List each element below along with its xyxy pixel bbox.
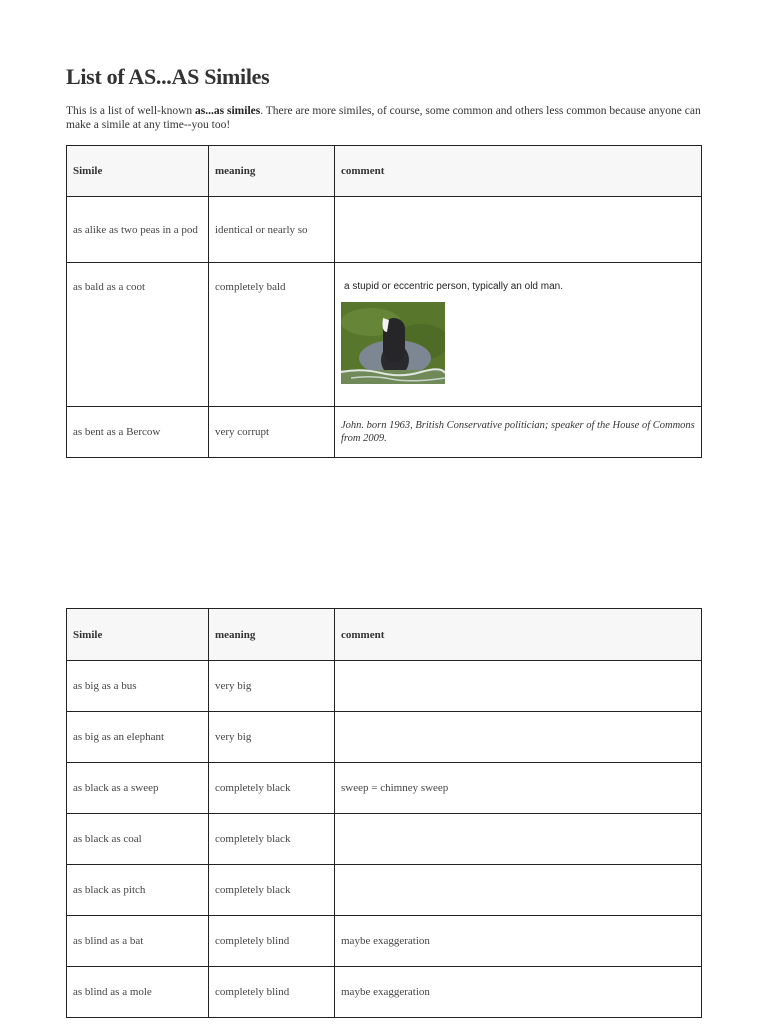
intro-paragraph <box>66 104 706 132</box>
comment-cell: sweep = chimney sweep <box>335 763 702 814</box>
meaning-cell: identical or nearly so <box>209 197 335 263</box>
table-header-row <box>67 146 702 197</box>
table-row <box>67 865 702 916</box>
simile-cell: as blind as a bat <box>67 916 209 967</box>
meaning-cell: very big <box>209 712 335 763</box>
header-simile: Simile <box>67 609 209 661</box>
intro-text-rest: . There are more similes, of course, some common and others less common because anyone can make a simile at any time--you too! <box>66 105 701 131</box>
coot-bird-image <box>341 302 445 384</box>
table-row <box>67 661 702 712</box>
table-row <box>67 916 702 967</box>
table-row <box>67 967 702 1018</box>
table-row <box>67 263 702 407</box>
simile-cell: as black as a sweep <box>67 763 209 814</box>
table-row <box>67 763 702 814</box>
comment-cell: John. born 1963, British Conservative politician; speaker of the House of Commons from 2009. <box>335 407 702 458</box>
comment-cell: maybe exaggeration <box>335 916 702 967</box>
meaning-cell: very corrupt <box>209 407 335 458</box>
simile-cell: as bald as a coot <box>67 263 209 407</box>
coot-comment: a stupid or eccentric person, typically an old man. <box>344 281 563 292</box>
similes-table-2 <box>66 608 702 1018</box>
comment-cell <box>335 865 702 916</box>
similes-table-1 <box>66 145 702 458</box>
meaning-cell: completely black <box>209 763 335 814</box>
header-simile: Simile <box>67 146 209 197</box>
table-header-row <box>67 609 702 661</box>
simile-cell: as alike as two peas in a pod <box>67 197 209 263</box>
meaning-cell: completely blind <box>209 916 335 967</box>
table-row <box>67 814 702 865</box>
table-row <box>67 407 702 458</box>
table-row <box>67 712 702 763</box>
page-title: List of AS...AS Similes <box>66 64 270 89</box>
simile-cell: as bent as a Bercow <box>67 407 209 458</box>
meaning-cell: completely bald <box>209 263 335 407</box>
header-meaning: meaning <box>209 146 335 197</box>
simile-cell: as blind as a mole <box>67 967 209 1018</box>
meaning-cell: completely blind <box>209 967 335 1018</box>
comment-cell: maybe exaggeration <box>335 967 702 1018</box>
comment-cell <box>335 263 702 407</box>
meaning-cell: completely black <box>209 865 335 916</box>
simile-cell: as black as coal <box>67 814 209 865</box>
header-comment: comment <box>335 146 702 197</box>
comment-cell <box>335 814 702 865</box>
comment-cell <box>335 661 702 712</box>
comment-cell <box>335 197 702 263</box>
header-comment: comment <box>335 609 702 661</box>
meaning-cell: completely black <box>209 814 335 865</box>
intro-bold: as...as similes <box>195 105 261 117</box>
comment-cell <box>335 712 702 763</box>
coot-bird-icon <box>341 302 445 384</box>
header-meaning: meaning <box>209 609 335 661</box>
simile-cell: as black as pitch <box>67 865 209 916</box>
simile-cell: as big as a bus <box>67 661 209 712</box>
intro-text: This is a list of well-known <box>66 105 196 117</box>
simile-cell: as big as an elephant <box>67 712 209 763</box>
meaning-cell: very big <box>209 661 335 712</box>
table-row <box>67 197 702 263</box>
